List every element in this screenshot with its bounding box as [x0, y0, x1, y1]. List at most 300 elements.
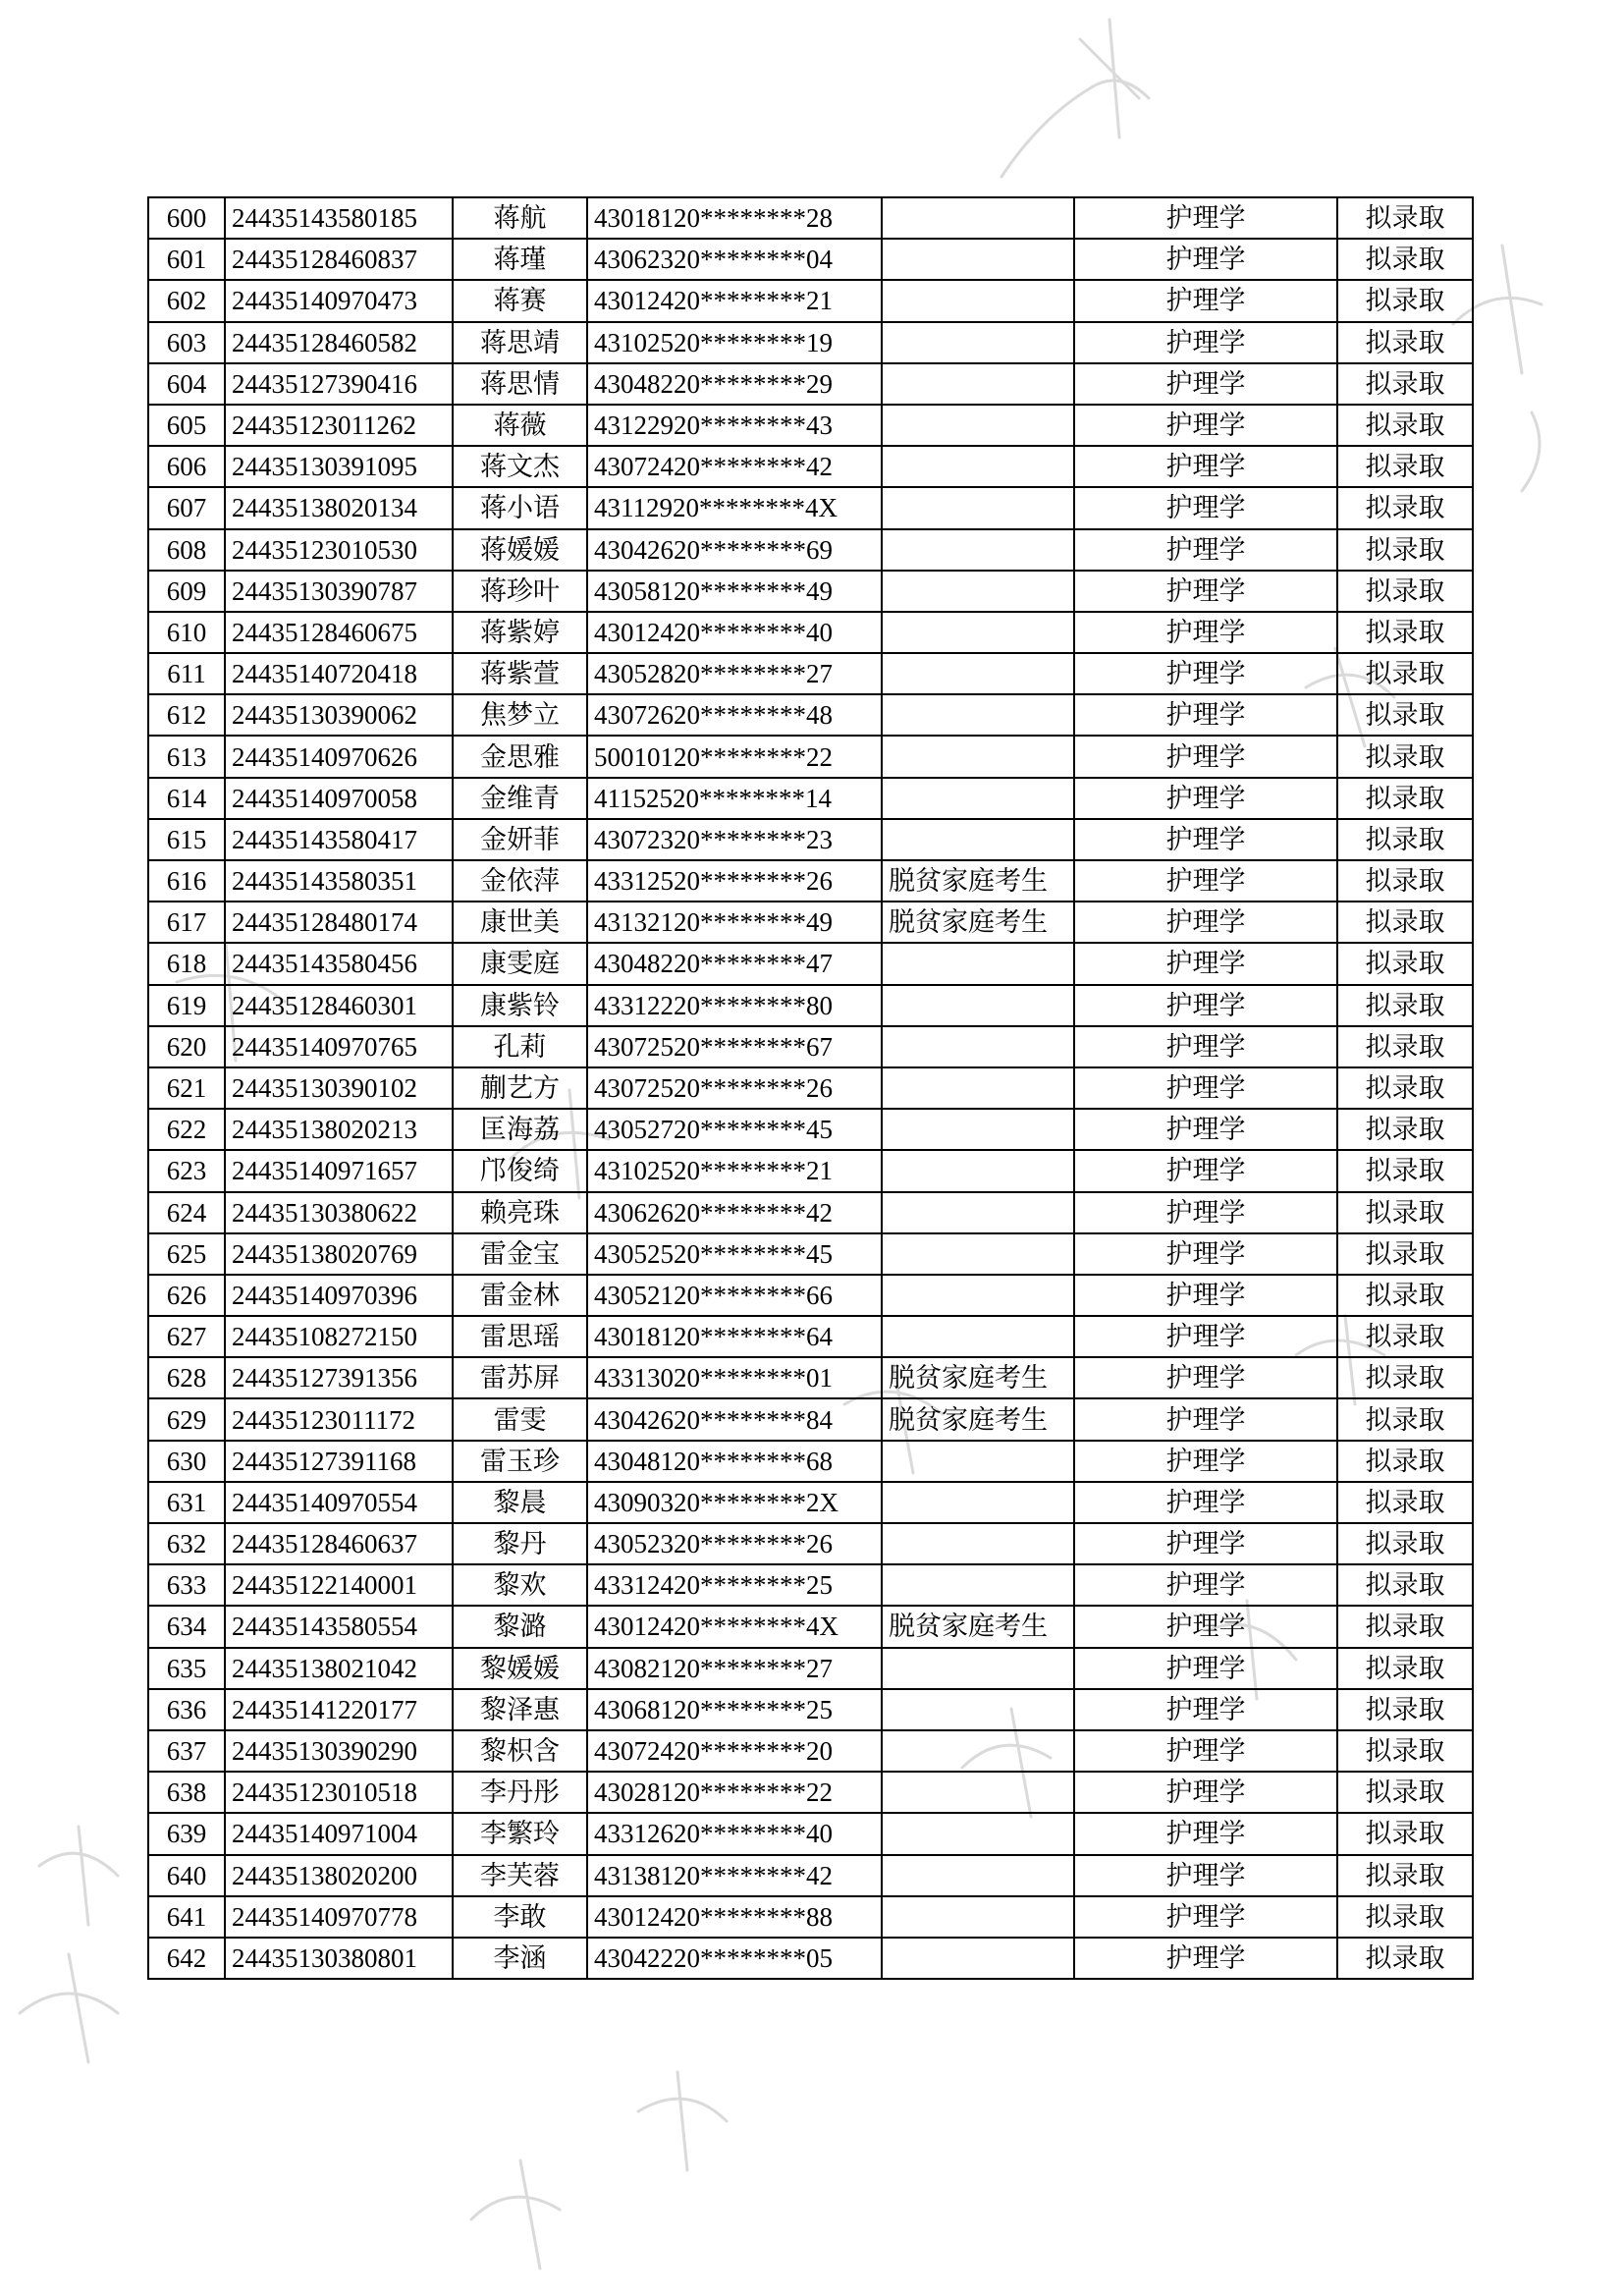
student-name-cell: 蒋思情: [453, 363, 587, 405]
note-cell: 脱贫家庭考生: [882, 1398, 1074, 1440]
note-cell: [882, 487, 1074, 528]
id-card-cell: 43042620********69: [587, 529, 882, 571]
student-name-cell: 蒯艺方: [453, 1067, 587, 1109]
note-cell: [882, 571, 1074, 612]
exam-id-cell: 24435130380801: [225, 1938, 453, 1979]
status-cell: 拟录取: [1337, 1938, 1473, 1979]
table-row: [148, 1564, 1473, 1606]
exam-id-cell: 24435138020213: [225, 1109, 453, 1150]
table-row: [148, 487, 1473, 528]
table-row: [148, 694, 1473, 736]
table-row: [148, 280, 1473, 321]
student-name-cell: 黎枳含: [453, 1730, 587, 1772]
exam-id-cell: 24435127391356: [225, 1357, 453, 1398]
major-cell: 护理学: [1074, 1357, 1337, 1398]
major-cell: 护理学: [1074, 322, 1337, 363]
id-card-cell: 41152520********14: [587, 778, 882, 819]
note-cell: [882, 819, 1074, 860]
exam-id-cell: 24435143580185: [225, 197, 453, 239]
exam-id-cell: 24435143580456: [225, 943, 453, 984]
table-row: [148, 1026, 1473, 1067]
status-cell: 拟录取: [1337, 612, 1473, 653]
note-cell: [882, 1233, 1074, 1275]
exam-id-cell: 24435130380622: [225, 1192, 453, 1233]
note-cell: [882, 1192, 1074, 1233]
status-cell: 拟录取: [1337, 736, 1473, 777]
id-card-cell: 43048220********29: [587, 363, 882, 405]
table-row: [148, 1523, 1473, 1564]
status-cell: 拟录取: [1337, 943, 1473, 984]
exam-id-cell: 24435122140001: [225, 1564, 453, 1606]
status-cell: 拟录取: [1337, 1398, 1473, 1440]
exam-id-cell: 24435140970778: [225, 1896, 453, 1938]
note-cell: 脱贫家庭考生: [882, 902, 1074, 943]
major-cell: 护理学: [1074, 1067, 1337, 1109]
id-card-cell: 43068120********25: [587, 1689, 882, 1730]
table-row: [148, 1109, 1473, 1150]
student-name-cell: 蒋紫萱: [453, 653, 587, 694]
student-name-cell: 李繁玲: [453, 1813, 587, 1854]
note-cell: [882, 1564, 1074, 1606]
student-name-cell: 黎晨: [453, 1482, 587, 1523]
major-cell: 护理学: [1074, 1316, 1337, 1357]
exam-id-cell: 24435140970554: [225, 1482, 453, 1523]
exam-id-cell: 24435128480174: [225, 902, 453, 943]
note-cell: [882, 1648, 1074, 1689]
major-cell: 护理学: [1074, 1896, 1337, 1938]
exam-id-cell: 24435130391095: [225, 446, 453, 487]
id-card-cell: 43062320********04: [587, 239, 882, 280]
table-row: [148, 612, 1473, 653]
status-cell: 拟录取: [1337, 446, 1473, 487]
note-cell: [882, 1730, 1074, 1772]
note-cell: [882, 943, 1074, 984]
table-row: [148, 1482, 1473, 1523]
exam-id-cell: 24435128460582: [225, 322, 453, 363]
exam-id-cell: 24435123010530: [225, 529, 453, 571]
row-number: 619: [148, 985, 225, 1026]
note-cell: [882, 736, 1074, 777]
exam-id-cell: 24435140970396: [225, 1275, 453, 1316]
status-cell: 拟录取: [1337, 1357, 1473, 1398]
major-cell: 护理学: [1074, 1192, 1337, 1233]
note-cell: [882, 1813, 1074, 1854]
row-number: 608: [148, 529, 225, 571]
exam-id-cell: 24435143580351: [225, 860, 453, 902]
major-cell: 护理学: [1074, 1026, 1337, 1067]
table-row: [148, 322, 1473, 363]
note-cell: [882, 1938, 1074, 1979]
id-card-cell: 43048120********68: [587, 1441, 882, 1482]
student-name-cell: 李丹彤: [453, 1772, 587, 1813]
status-cell: 拟录取: [1337, 487, 1473, 528]
note-cell: 脱贫家庭考生: [882, 860, 1074, 902]
note-cell: [882, 1150, 1074, 1191]
student-name-cell: 金思雅: [453, 736, 587, 777]
exam-id-cell: 24435138020200: [225, 1855, 453, 1896]
note-cell: [882, 363, 1074, 405]
row-number: 620: [148, 1026, 225, 1067]
student-name-cell: 孔莉: [453, 1026, 587, 1067]
major-cell: 护理学: [1074, 487, 1337, 528]
table-row: [148, 1813, 1473, 1854]
table-row: [148, 819, 1473, 860]
student-name-cell: 康紫铃: [453, 985, 587, 1026]
student-name-cell: 李涵: [453, 1938, 587, 1979]
student-name-cell: 赖亮珠: [453, 1192, 587, 1233]
table-row: [148, 1192, 1473, 1233]
table-row: [148, 529, 1473, 571]
major-cell: 护理学: [1074, 653, 1337, 694]
major-cell: 护理学: [1074, 612, 1337, 653]
table-row: [148, 902, 1473, 943]
major-cell: 护理学: [1074, 1398, 1337, 1440]
row-number: 626: [148, 1275, 225, 1316]
id-card-cell: 43312620********40: [587, 1813, 882, 1854]
student-name-cell: 蒋航: [453, 197, 587, 239]
exam-id-cell: 24435128460301: [225, 985, 453, 1026]
row-number: 642: [148, 1938, 225, 1979]
table-row: [148, 653, 1473, 694]
student-name-cell: 蒋媛媛: [453, 529, 587, 571]
student-name-cell: 雷玉珍: [453, 1441, 587, 1482]
table-row: [148, 1441, 1473, 1482]
table-row: [148, 1357, 1473, 1398]
status-cell: 拟录取: [1337, 529, 1473, 571]
id-card-cell: 43052720********45: [587, 1109, 882, 1150]
exam-id-cell: 24435128460637: [225, 1523, 453, 1564]
student-name-cell: 蒋思靖: [453, 322, 587, 363]
status-cell: 拟录取: [1337, 1772, 1473, 1813]
table-row: [148, 1316, 1473, 1357]
id-card-cell: 43052320********26: [587, 1523, 882, 1564]
status-cell: 拟录取: [1337, 1855, 1473, 1896]
table-row: [148, 1730, 1473, 1772]
status-cell: 拟录取: [1337, 985, 1473, 1026]
exam-id-cell: 24435130390787: [225, 571, 453, 612]
note-cell: [882, 1896, 1074, 1938]
status-cell: 拟录取: [1337, 902, 1473, 943]
table-row: [148, 363, 1473, 405]
id-card-cell: 43072520********67: [587, 1026, 882, 1067]
major-cell: 护理学: [1074, 819, 1337, 860]
row-number: 603: [148, 322, 225, 363]
id-card-cell: 43042620********84: [587, 1398, 882, 1440]
table-row: [148, 778, 1473, 819]
table-row: [148, 571, 1473, 612]
row-number: 609: [148, 571, 225, 612]
id-card-cell: 43042220********05: [587, 1938, 882, 1979]
exam-id-cell: 24435128460675: [225, 612, 453, 653]
status-cell: 拟录取: [1337, 1192, 1473, 1233]
id-card-cell: 43072420********42: [587, 446, 882, 487]
row-number: 613: [148, 736, 225, 777]
major-cell: 护理学: [1074, 1275, 1337, 1316]
status-cell: 拟录取: [1337, 819, 1473, 860]
row-number: 606: [148, 446, 225, 487]
row-number: 634: [148, 1606, 225, 1647]
status-cell: 拟录取: [1337, 1275, 1473, 1316]
major-cell: 护理学: [1074, 860, 1337, 902]
note-cell: [882, 1441, 1074, 1482]
note-cell: [882, 280, 1074, 321]
id-card-cell: 43138120********42: [587, 1855, 882, 1896]
table-row: [148, 1398, 1473, 1440]
status-cell: 拟录取: [1337, 405, 1473, 446]
row-number: 638: [148, 1772, 225, 1813]
student-name-cell: 蒋珍叶: [453, 571, 587, 612]
row-number: 639: [148, 1813, 225, 1854]
status-cell: 拟录取: [1337, 1730, 1473, 1772]
row-number: 635: [148, 1648, 225, 1689]
major-cell: 护理学: [1074, 1606, 1337, 1647]
note-cell: [882, 778, 1074, 819]
status-cell: 拟录取: [1337, 197, 1473, 239]
table-row: [148, 1896, 1473, 1938]
note-cell: [882, 653, 1074, 694]
exam-id-cell: 24435127390416: [225, 363, 453, 405]
row-number: 600: [148, 197, 225, 239]
status-cell: 拟录取: [1337, 1896, 1473, 1938]
row-number: 615: [148, 819, 225, 860]
status-cell: 拟录取: [1337, 694, 1473, 736]
status-cell: 拟录取: [1337, 1482, 1473, 1523]
table-row: [148, 1772, 1473, 1813]
note-cell: [882, 1109, 1074, 1150]
table-row: [148, 985, 1473, 1026]
major-cell: 护理学: [1074, 1109, 1337, 1150]
id-card-cell: 43028120********22: [587, 1772, 882, 1813]
student-name-cell: 蒋文杰: [453, 446, 587, 487]
major-cell: 护理学: [1074, 736, 1337, 777]
row-number: 617: [148, 902, 225, 943]
row-number: 641: [148, 1896, 225, 1938]
id-card-cell: 43052820********27: [587, 653, 882, 694]
note-cell: 脱贫家庭考生: [882, 1606, 1074, 1647]
table-row: [148, 943, 1473, 984]
major-cell: 护理学: [1074, 1648, 1337, 1689]
major-cell: 护理学: [1074, 529, 1337, 571]
major-cell: 护理学: [1074, 1233, 1337, 1275]
exam-id-cell: 24435128460837: [225, 239, 453, 280]
student-name-cell: 蒋薇: [453, 405, 587, 446]
table-row: [148, 239, 1473, 280]
student-name-cell: 匡海荔: [453, 1109, 587, 1150]
exam-id-cell: 24435138021042: [225, 1648, 453, 1689]
status-cell: 拟录取: [1337, 1606, 1473, 1647]
note-cell: [882, 1689, 1074, 1730]
major-cell: 护理学: [1074, 1938, 1337, 1979]
table-row: [148, 736, 1473, 777]
student-name-cell: 黎欢: [453, 1564, 587, 1606]
row-number: 636: [148, 1689, 225, 1730]
status-cell: 拟录取: [1337, 1648, 1473, 1689]
table-row: [148, 1067, 1473, 1109]
note-cell: [882, 322, 1074, 363]
roster-body: [148, 197, 1473, 1979]
status-cell: 拟录取: [1337, 1026, 1473, 1067]
id-card-cell: 43018120********64: [587, 1316, 882, 1357]
major-cell: 护理学: [1074, 446, 1337, 487]
student-name-cell: 雷金宝: [453, 1233, 587, 1275]
id-card-cell: 43132120********49: [587, 902, 882, 943]
exam-id-cell: 24435141220177: [225, 1689, 453, 1730]
status-cell: 拟录取: [1337, 1813, 1473, 1854]
exam-id-cell: 24435108272150: [225, 1316, 453, 1357]
id-card-cell: 43012420********40: [587, 612, 882, 653]
exam-id-cell: 24435140971657: [225, 1150, 453, 1191]
student-name-cell: 雷苏屏: [453, 1357, 587, 1398]
id-card-cell: 43072320********23: [587, 819, 882, 860]
id-card-cell: 43122920********43: [587, 405, 882, 446]
id-card-cell: 43052520********45: [587, 1233, 882, 1275]
row-number: 604: [148, 363, 225, 405]
row-number: 607: [148, 487, 225, 528]
status-cell: 拟录取: [1337, 1233, 1473, 1275]
id-card-cell: 43082120********27: [587, 1648, 882, 1689]
student-name-cell: 黎潞: [453, 1606, 587, 1647]
major-cell: 护理学: [1074, 1772, 1337, 1813]
row-number: 623: [148, 1150, 225, 1191]
major-cell: 护理学: [1074, 1523, 1337, 1564]
major-cell: 护理学: [1074, 571, 1337, 612]
id-card-cell: 43012420********4X: [587, 1606, 882, 1647]
major-cell: 护理学: [1074, 1813, 1337, 1854]
status-cell: 拟录取: [1337, 239, 1473, 280]
table-row: [148, 860, 1473, 902]
note-cell: [882, 1772, 1074, 1813]
row-number: 621: [148, 1067, 225, 1109]
status-cell: 拟录取: [1337, 571, 1473, 612]
row-number: 624: [148, 1192, 225, 1233]
note-cell: [882, 239, 1074, 280]
note-cell: [882, 1067, 1074, 1109]
status-cell: 拟录取: [1337, 1523, 1473, 1564]
row-number: 611: [148, 653, 225, 694]
status-cell: 拟录取: [1337, 1109, 1473, 1150]
id-card-cell: 43112920********4X: [587, 487, 882, 528]
major-cell: 护理学: [1074, 1441, 1337, 1482]
table-row: [148, 1606, 1473, 1647]
exam-id-cell: 24435143580417: [225, 819, 453, 860]
status-cell: 拟录取: [1337, 1150, 1473, 1191]
student-name-cell: 金妍菲: [453, 819, 587, 860]
status-cell: 拟录取: [1337, 860, 1473, 902]
table-row: [148, 1648, 1473, 1689]
student-name-cell: 蒋赛: [453, 280, 587, 321]
exam-id-cell: 24435130390290: [225, 1730, 453, 1772]
status-cell: 拟录取: [1337, 363, 1473, 405]
status-cell: 拟录取: [1337, 653, 1473, 694]
table-row: [148, 405, 1473, 446]
id-card-cell: 50010120********22: [587, 736, 882, 777]
note-cell: [882, 985, 1074, 1026]
id-card-cell: 43313020********01: [587, 1357, 882, 1398]
student-name-cell: 雷思瑶: [453, 1316, 587, 1357]
major-cell: 护理学: [1074, 1730, 1337, 1772]
id-card-cell: 43072420********20: [587, 1730, 882, 1772]
student-name-cell: 雷金林: [453, 1275, 587, 1316]
id-card-cell: 43012420********21: [587, 280, 882, 321]
note-cell: [882, 446, 1074, 487]
row-number: 625: [148, 1233, 225, 1275]
row-number: 629: [148, 1398, 225, 1440]
exam-id-cell: 24435138020769: [225, 1233, 453, 1275]
table-row: [148, 1689, 1473, 1730]
row-number: 628: [148, 1357, 225, 1398]
student-name-cell: 黎泽惠: [453, 1689, 587, 1730]
major-cell: 护理学: [1074, 985, 1337, 1026]
id-card-cell: 43312420********25: [587, 1564, 882, 1606]
exam-id-cell: 24435123011262: [225, 405, 453, 446]
status-cell: 拟录取: [1337, 1689, 1473, 1730]
student-name-cell: 金依萍: [453, 860, 587, 902]
note-cell: [882, 612, 1074, 653]
note-cell: [882, 529, 1074, 571]
student-name-cell: 蒋瑾: [453, 239, 587, 280]
table-row: [148, 197, 1473, 239]
row-number: 622: [148, 1109, 225, 1150]
student-name-cell: 黎媛媛: [453, 1648, 587, 1689]
exam-id-cell: 24435130390102: [225, 1067, 453, 1109]
major-cell: 护理学: [1074, 694, 1337, 736]
exam-id-cell: 24435123010518: [225, 1772, 453, 1813]
exam-id-cell: 24435127391168: [225, 1441, 453, 1482]
exam-id-cell: 24435138020134: [225, 487, 453, 528]
row-number: 632: [148, 1523, 225, 1564]
id-card-cell: 43012420********88: [587, 1896, 882, 1938]
student-name-cell: 焦梦立: [453, 694, 587, 736]
student-name-cell: 金维青: [453, 778, 587, 819]
note-cell: [882, 1026, 1074, 1067]
exam-id-cell: 24435130390062: [225, 694, 453, 736]
row-number: 602: [148, 280, 225, 321]
exam-id-cell: 24435140970058: [225, 778, 453, 819]
note-cell: [882, 1855, 1074, 1896]
status-cell: 拟录取: [1337, 1316, 1473, 1357]
major-cell: 护理学: [1074, 363, 1337, 405]
note-cell: [882, 1275, 1074, 1316]
id-card-cell: 43062620********42: [587, 1192, 882, 1233]
status-cell: 拟录取: [1337, 1564, 1473, 1606]
id-card-cell: 43102520********19: [587, 322, 882, 363]
admission-roster-table: [147, 196, 1474, 1980]
row-number: 631: [148, 1482, 225, 1523]
exam-id-cell: 24435143580554: [225, 1606, 453, 1647]
row-number: 618: [148, 943, 225, 984]
note-cell: [882, 1482, 1074, 1523]
status-cell: 拟录取: [1337, 1441, 1473, 1482]
student-name-cell: 蒋小语: [453, 487, 587, 528]
id-card-cell: 43058120********49: [587, 571, 882, 612]
note-cell: [882, 694, 1074, 736]
row-number: 640: [148, 1855, 225, 1896]
row-number: 633: [148, 1564, 225, 1606]
id-card-cell: 43312220********80: [587, 985, 882, 1026]
major-cell: 护理学: [1074, 943, 1337, 984]
major-cell: 护理学: [1074, 1855, 1337, 1896]
id-card-cell: 43052120********66: [587, 1275, 882, 1316]
major-cell: 护理学: [1074, 239, 1337, 280]
status-cell: 拟录取: [1337, 322, 1473, 363]
major-cell: 护理学: [1074, 1689, 1337, 1730]
status-cell: 拟录取: [1337, 1067, 1473, 1109]
note-cell: [882, 197, 1074, 239]
row-number: 610: [148, 612, 225, 653]
note-cell: [882, 1316, 1074, 1357]
table-row: [148, 1233, 1473, 1275]
student-name-cell: 李敢: [453, 1896, 587, 1938]
